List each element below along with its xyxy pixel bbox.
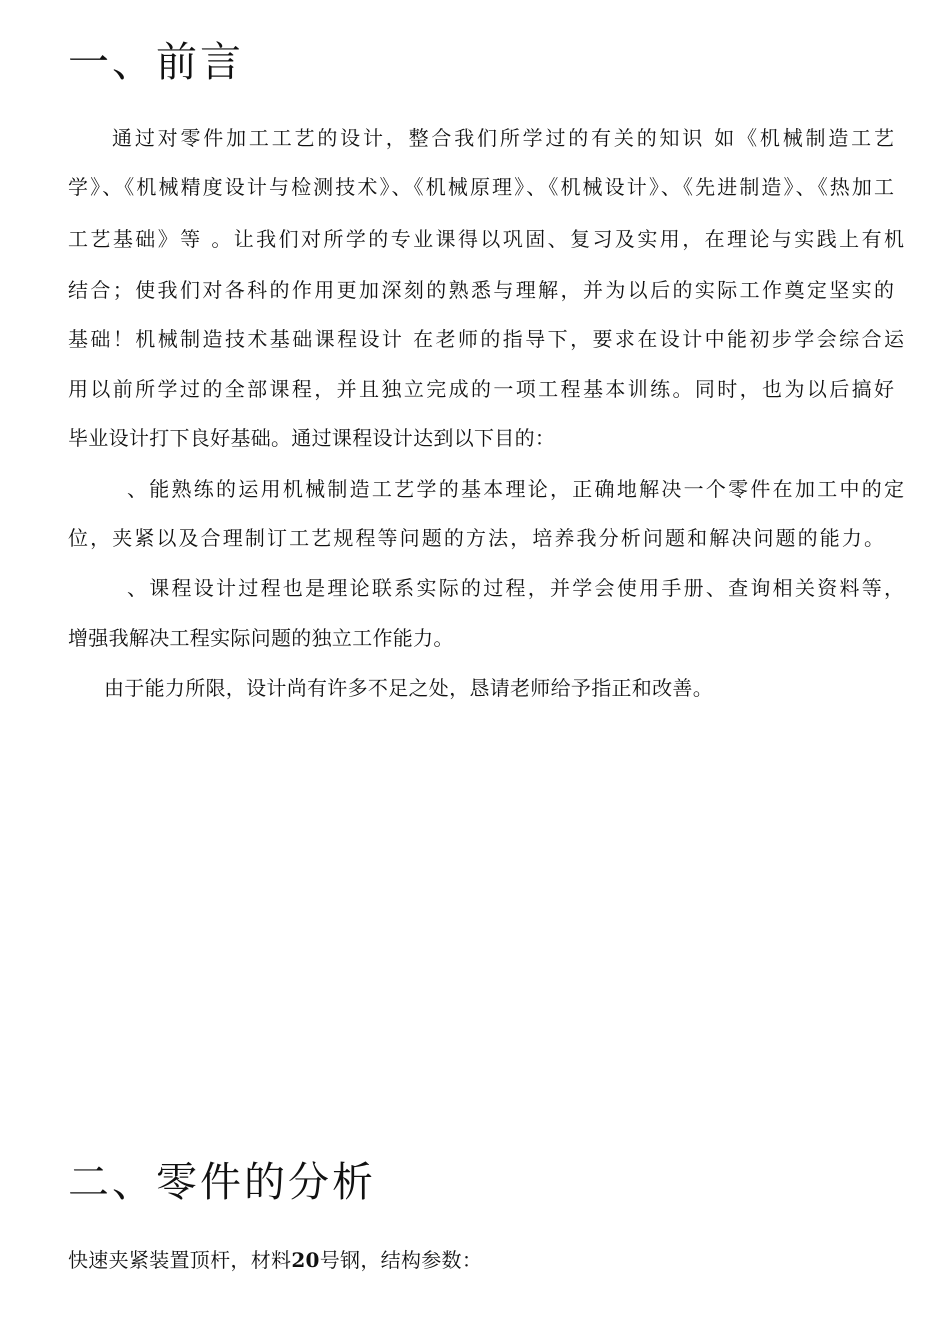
part-intro-line [68, 1250, 482, 1270]
paragraph-line: 通过对零件加工工艺的设计，整合我们所学过的有关的知识 如《机械制造工艺 [112, 126, 894, 150]
section-2-heading: 二、零件的分析 [68, 1158, 376, 1206]
list-item-line: 位，夹紧以及合理制订工艺规程等问题的方法，培养我分析问题和解决问题的能力。 [68, 526, 884, 550]
material-grade: 20 [291, 1248, 320, 1272]
list-item-line: 、课程设计过程也是理论联系实际的过程，并学会使用手册、查询相关资料等， [127, 576, 904, 600]
part-intro-text: 快速夹紧装置顶杆，材料 [68, 1248, 292, 1272]
section-1-heading: 一、前言 [68, 38, 244, 86]
paragraph-line: 基础！机械制造技术基础课程设计 在老师的指导下，要求在设计中能初步学会综合运 [68, 327, 904, 351]
paragraph-line: 工艺基础》等 。让我们对所学的专业课得以巩固、复习及实用，在理论与实践上有机 [68, 227, 904, 251]
paragraph-line: 毕业设计打下良好基础。通过课程设计达到以下目的： [68, 426, 556, 450]
list-item-line: 、能熟练的运用机械制造工艺学的基本理论，正确地解决一个零件在加工中的定 [127, 477, 904, 501]
closing-line: 由于能力所限，设计尚有许多不足之处，恳请老师给予指正和改善。 [104, 676, 713, 700]
paragraph-line: 学》、《机械精度设计与检测技术》、《机械原理》、《机械设计》、《先进制造》、《热加工 [68, 175, 894, 199]
paragraph-line: 用以前所学过的全部课程，并且独立完成的一项工程基本训练。同时，也为以后搞好 [68, 377, 894, 401]
paragraph-line: 结合；使我们对各科的作用更加深刻的熟悉与理解，并为以后的实际工作奠定坚实的 [68, 278, 894, 302]
list-item-line: 增强我解决工程实际问题的独立工作能力。 [68, 626, 454, 650]
part-intro-text-2: 号钢，结构参数： [319, 1248, 483, 1272]
